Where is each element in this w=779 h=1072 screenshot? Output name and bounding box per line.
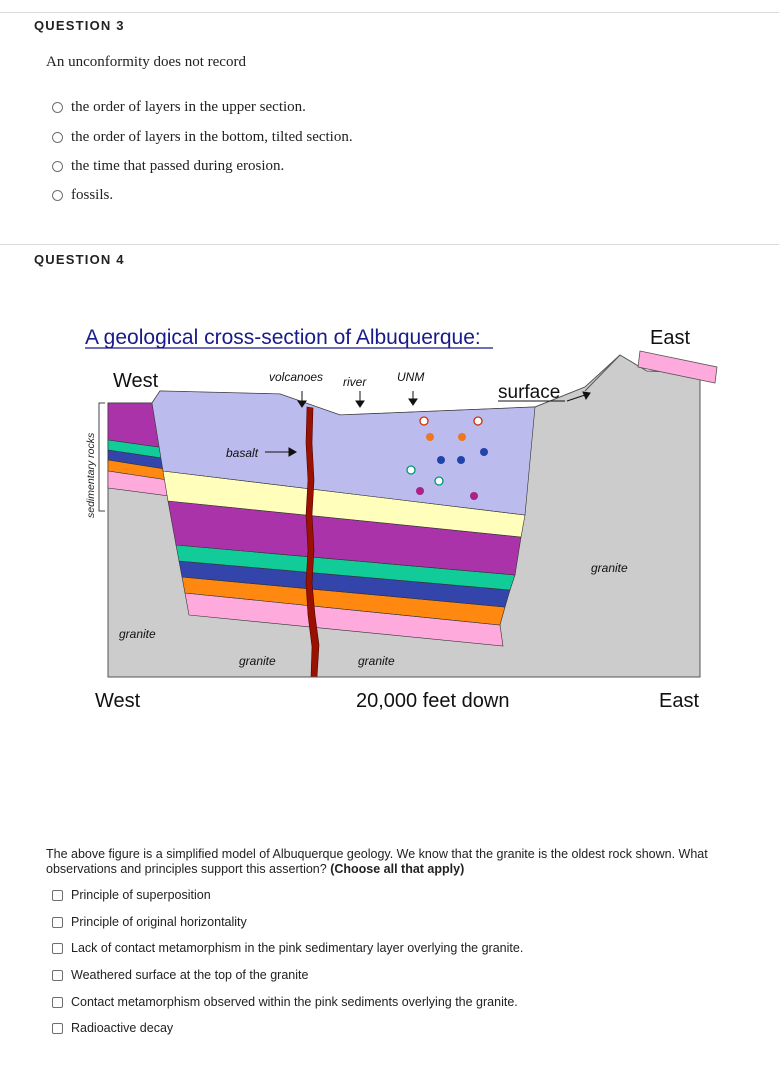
q3-option-1[interactable]	[52, 97, 306, 117]
q4-option-label: Radioactive decay	[71, 1021, 174, 1035]
q4-option-label: Weathered surface at the top of the granite	[71, 968, 309, 982]
q3-option-3[interactable]	[52, 156, 284, 176]
question-3-heading: QUESTION 3	[34, 18, 125, 33]
checkbox[interactable]	[52, 943, 63, 954]
question-4-prompt-text: The above figure is a simplified model of Albuquerque geology. We know that the granite is the oldest rock shown. What observations and principles support this assertion?	[46, 847, 708, 876]
checkbox[interactable]	[52, 917, 63, 928]
east-bottom-label: East	[659, 690, 700, 712]
checkbox[interactable]	[52, 970, 63, 981]
west-bottom-label: West	[95, 690, 141, 712]
q4-option-label: Principle of original horizontality	[71, 915, 247, 929]
sedimentary-bracket	[99, 403, 105, 511]
q4-option-1[interactable]	[52, 886, 211, 904]
geological-cross-section-figure	[55, 315, 745, 720]
q3-option-label: fossils.	[71, 186, 114, 203]
q4-option-5[interactable]	[52, 993, 518, 1011]
q3-option-label: the order of layers in the upper section.	[71, 98, 306, 115]
basalt-label: basalt	[226, 446, 259, 460]
question-divider	[0, 244, 779, 245]
radio-button[interactable]	[52, 102, 63, 113]
figure-title: A geological cross-section of Albuquerque:	[85, 326, 481, 349]
checkbox[interactable]	[52, 997, 63, 1008]
granite-label-bottom-1: granite	[239, 654, 276, 668]
q4-option-2[interactable]	[52, 913, 247, 931]
granite-label-bottom-2: granite	[358, 654, 395, 668]
depth-label: 20,000 feet down	[356, 690, 510, 712]
q4-option-label: Principle of superposition	[71, 888, 211, 902]
sedimentary-rocks-label: sedimentary rocks	[85, 432, 97, 518]
question-4-prompt-bold: (Choose all that apply)	[330, 862, 465, 876]
surface-label: surface	[498, 382, 561, 403]
radio-button[interactable]	[52, 132, 63, 143]
checkbox[interactable]	[52, 890, 63, 901]
east-top-label: East	[650, 327, 691, 349]
west-top-label: West	[113, 370, 159, 392]
q4-option-label: Contact metamorphism observed within the pink sediments overlying the granite.	[71, 995, 518, 1009]
radio-button[interactable]	[52, 161, 63, 172]
question-4-prompt	[46, 847, 746, 877]
river-label: river	[343, 375, 367, 389]
q4-option-6[interactable]	[52, 1019, 173, 1037]
question-4-heading: QUESTION 4	[34, 252, 125, 267]
q4-option-4[interactable]	[52, 966, 308, 984]
q3-option-label: the time that passed during erosion.	[71, 157, 285, 174]
checkbox[interactable]	[52, 1023, 63, 1034]
granite-label-left: granite	[119, 627, 156, 641]
q3-option-4[interactable]	[52, 185, 113, 205]
top-divider	[0, 12, 779, 13]
q3-option-2[interactable]	[52, 127, 353, 147]
question-3-prompt: An unconformity does not record	[46, 54, 246, 70]
granite-label-right: granite	[591, 561, 628, 575]
q3-option-label: the order of layers in the bottom, tilted section.	[71, 128, 353, 145]
radio-button[interactable]	[52, 190, 63, 201]
q4-option-label: Lack of contact metamorphism in the pink sedimentary layer overlying the granite.	[71, 941, 524, 955]
unm-label: UNM	[397, 370, 425, 384]
volcanoes-label: volcanoes	[269, 370, 324, 384]
q4-option-3[interactable]	[52, 939, 523, 957]
